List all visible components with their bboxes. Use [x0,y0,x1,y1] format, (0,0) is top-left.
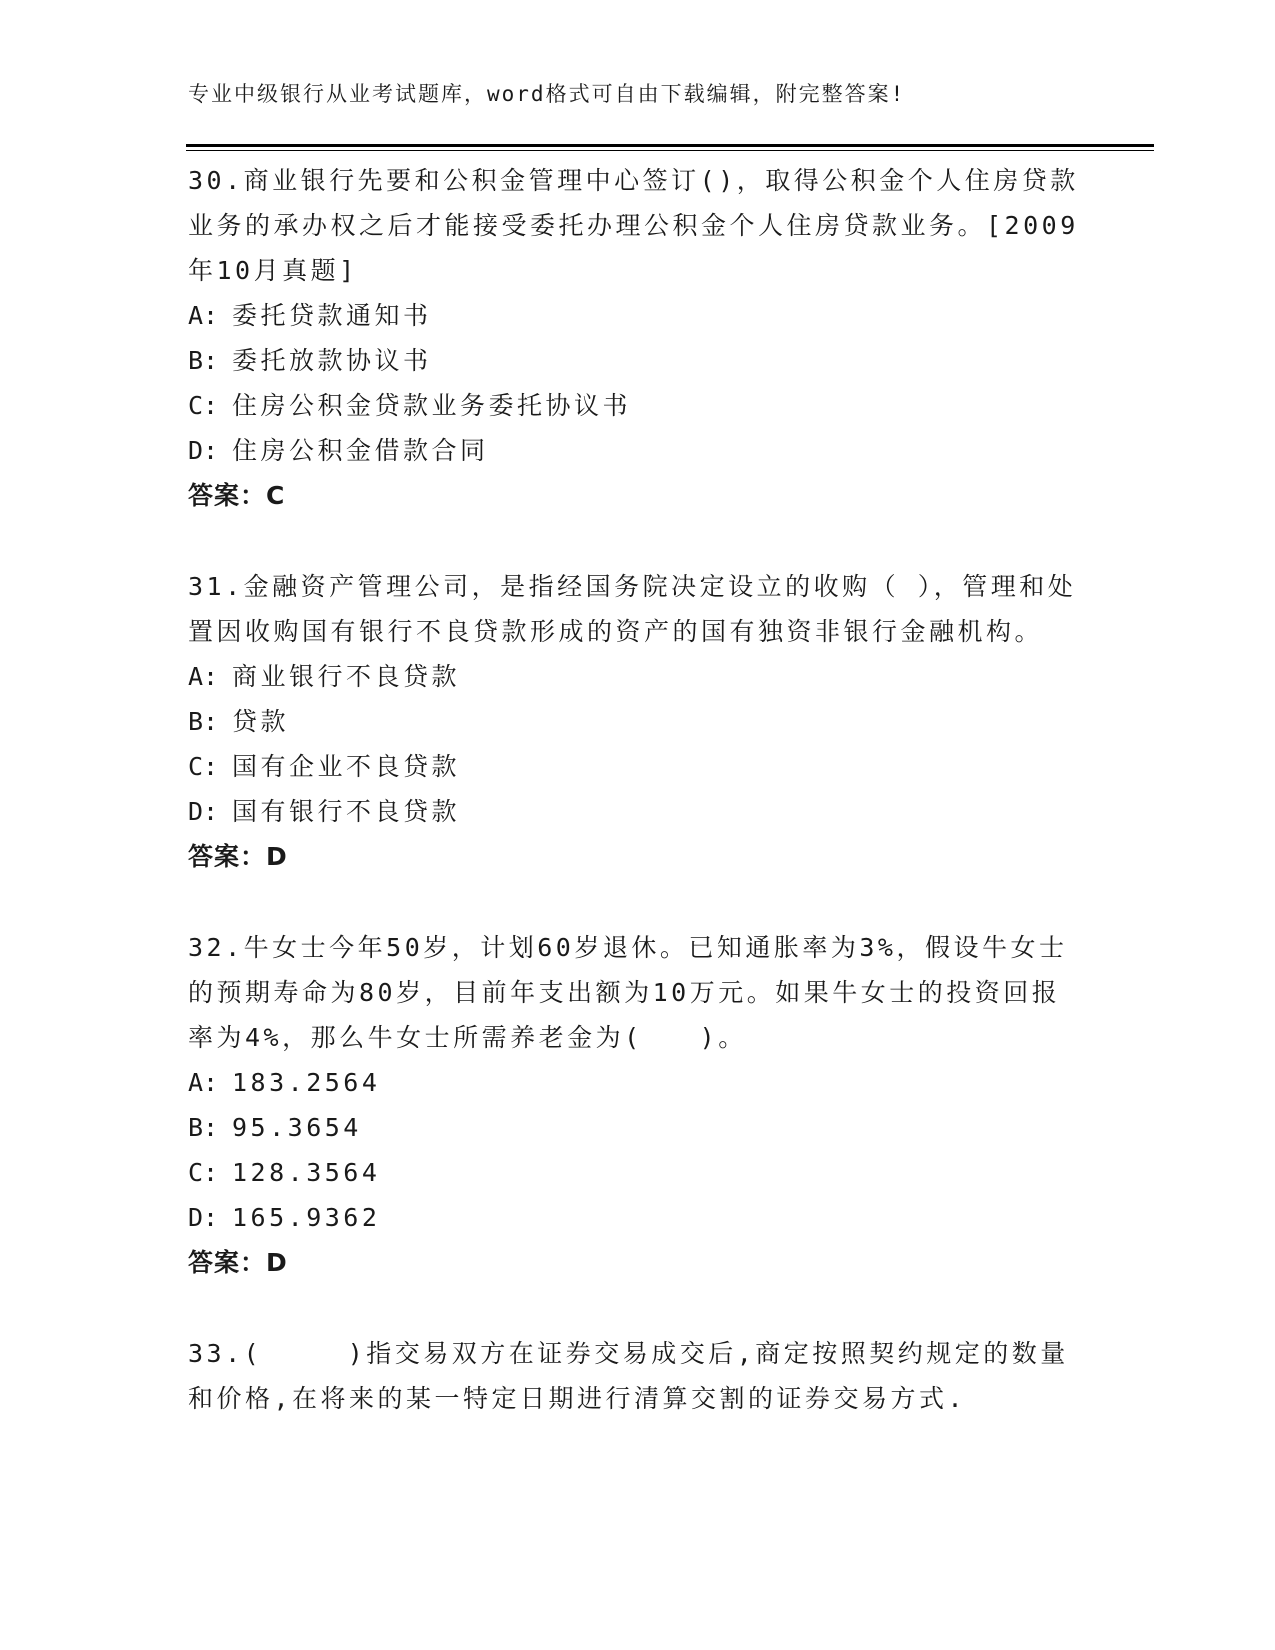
option-text: 住房公积金借款合同 [232,436,489,465]
question-stem: 31.金融资产管理公司，是指经国务院决定设立的收购（ ），管理和处置因收购国有银行不良贷款形成的资产的国有独资非银行金融机构。 [188,572,1077,646]
question-32 [188,925,1088,1285]
option-text: 183.2564 [232,1068,381,1097]
option-text: 委托放款协议书 [232,346,432,375]
question-stem: 33.( )指交易双方在证券交易成交后,商定按照契约规定的数量和价格,在将来的某一特定日期进行清算交割的证券交易方式. [188,1339,1069,1413]
option-b [188,699,1088,744]
answer-line: 答案：D [188,1248,288,1277]
option-label: A: [188,301,219,330]
option-c [188,1150,1088,1195]
answer-line: 答案：C [188,481,286,510]
option-a [188,1060,1088,1105]
option-label: D: [188,436,219,465]
question-stem: 32.牛女士今年50岁，计划60岁退休。已知通胀率为3%，假设牛女士的预期寿命为80岁，目前年支出额为10万元。如果牛女士的投资回报率为4%，那么牛女士所需养老金为( )。 [188,933,1068,1052]
option-b [188,1105,1088,1150]
option-label: A: [188,1068,219,1097]
option-d [188,428,1088,473]
header-divider-thin [186,150,1154,151]
option-text: 国有企业不良贷款 [232,752,461,781]
option-label: D: [188,797,219,826]
header-divider-thick [186,144,1154,147]
option-text: 委托贷款通知书 [232,301,432,330]
question-31 [188,564,1088,879]
option-label: B: [188,707,219,736]
option-d [188,1195,1088,1240]
question-33 [188,1331,1088,1421]
option-label: A: [188,662,219,691]
option-label: B: [188,346,219,375]
question-list [188,158,1088,1467]
option-label: D: [188,1203,219,1232]
question-stem: 30.商业银行先要和公积金管理中心签订()，取得公积金个人住房贷款业务的承办权之后才能接受委托办理公积金个人住房贷款业务。[2009年10月真题] [188,166,1079,285]
page-header: 专业中级银行从业考试题库，word格式可自由下载编辑，附完整答案! [188,82,906,106]
option-text: 住房公积金贷款业务委托协议书 [232,391,632,420]
option-text: 国有银行不良贷款 [232,797,461,826]
option-label: C: [188,1158,219,1187]
option-text: 165.9362 [232,1203,381,1232]
option-text: 贷款 [232,707,290,736]
question-30 [188,158,1088,518]
option-b [188,338,1088,383]
option-c [188,383,1088,428]
option-text: 商业银行不良贷款 [232,662,461,691]
option-label: C: [188,391,219,420]
option-c [188,744,1088,789]
option-text: 95.3654 [232,1113,362,1142]
option-d [188,789,1088,834]
option-label: B: [188,1113,219,1142]
answer-line: 答案：D [188,842,288,871]
option-a [188,293,1088,338]
option-a [188,654,1088,699]
option-label: C: [188,752,219,781]
option-text: 128.3564 [232,1158,381,1187]
